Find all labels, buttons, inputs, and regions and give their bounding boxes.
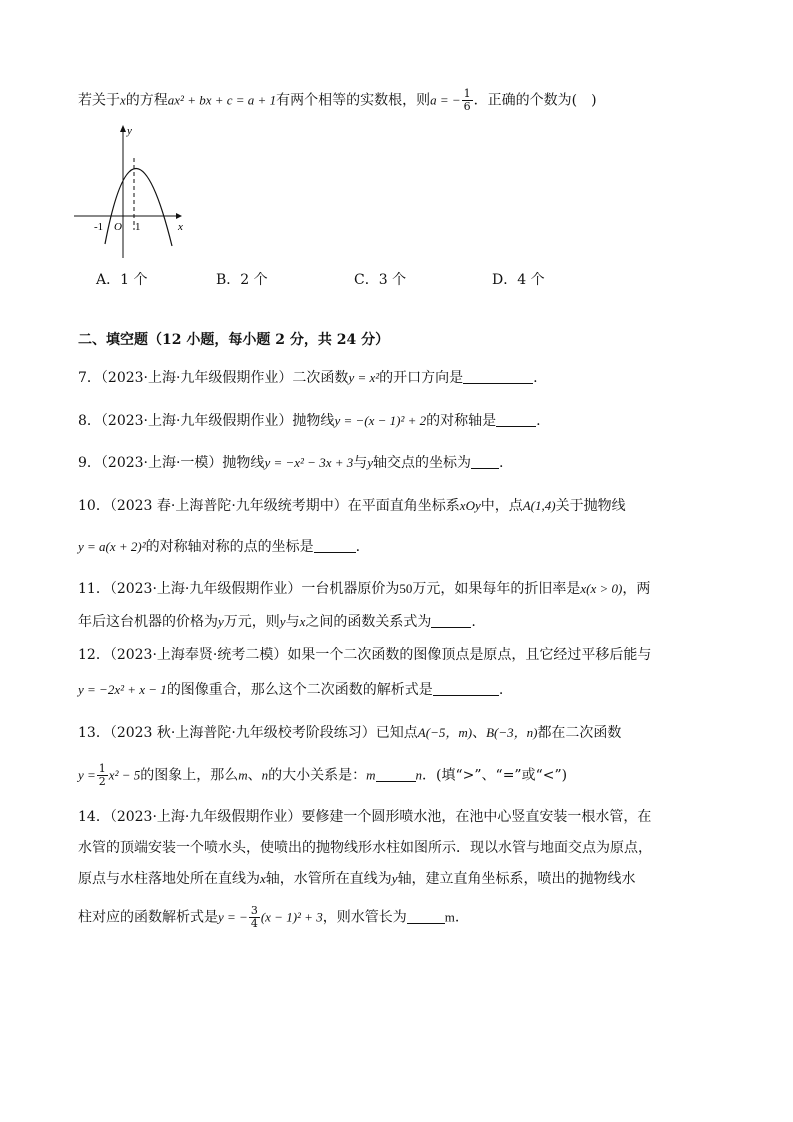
- q14-unit: m: [444, 909, 455, 925]
- q11-line-2: [78, 612, 476, 632]
- q8-tail: 的对称轴是: [426, 413, 497, 429]
- q10-xoy: xOy: [459, 498, 481, 513]
- option-a[interactable]: A．1 个: [96, 272, 148, 288]
- q14-var-y: y: [391, 871, 398, 886]
- q14-line1: 14．（2023·上海·九年级假期作业）要修建一个圆形喷水池，在池中心竖直安装一根水管，在: [78, 809, 652, 825]
- q14-eq-b: (x − 1)² + 3: [260, 909, 323, 925]
- q8-head: 8．（2023·上海·九年级假期作业）抛物线: [78, 413, 335, 429]
- one-label: 1: [135, 221, 141, 233]
- q9-answer-blank[interactable]: [471, 454, 499, 469]
- q11-mid: 万元，如果每年的折旧率是: [412, 581, 581, 597]
- q11-line2c: 与: [285, 614, 300, 630]
- q14-line2: 水管的顶端安装一个喷水头，使喷出的抛物线形水柱如图所示．现以水管与地面交点为原点，: [78, 840, 652, 856]
- q9-equation: y = −x² − 3x + 3: [264, 455, 354, 470]
- q9-var-y: y: [367, 455, 374, 470]
- q13-eq-b: x² − 5: [108, 767, 141, 783]
- q12-head: 12．（2023·上海奉贤·统考二模）如果一个二次函数的图像顶点是原点，且它经过平移后能与: [78, 647, 652, 663]
- q14-frac-den: 4: [250, 917, 258, 930]
- q14-line-4: [78, 905, 459, 930]
- q14-line3c: 轴，建立直角坐标系，喷出的抛物线水: [397, 871, 636, 887]
- q12-equation: y = −2x² + x − 1: [78, 682, 167, 697]
- section-title: 二、填空题（12 小题，每小题 2 分，共 24 分）: [78, 332, 390, 348]
- q6-tail: ．正确的个数为( ): [473, 92, 597, 109]
- q14-var-x: x: [260, 871, 266, 886]
- q12-tail: 的图像重合，那么这个二次函数的解析式是: [166, 682, 433, 698]
- q9-tail: 轴交点的坐标为: [373, 455, 472, 471]
- q10-point-a: A(1,4): [522, 498, 556, 513]
- q10-tail: 关于抛物线: [555, 498, 626, 514]
- q6-mid2: 有两个相等的实数根，则: [276, 92, 431, 109]
- q14-fraction: [249, 905, 260, 930]
- q7-tail: 的开口方向是: [379, 370, 464, 386]
- q7-head: 7．（2023·上海·九年级假期作业）二次函数: [78, 370, 349, 386]
- q13-line-1: [78, 723, 621, 743]
- q6-frac-den: 6: [463, 100, 471, 113]
- q13-var-n: n: [261, 767, 269, 783]
- q11-var-x: x: [299, 614, 306, 629]
- q13-line-2: [78, 763, 567, 788]
- x-axis-label: x: [178, 221, 183, 233]
- q6-var-x: x: [120, 92, 126, 108]
- q8-end: .: [536, 413, 541, 429]
- q13-end: ．(填“>”、“=”或“<”): [422, 767, 568, 784]
- q6-equation: ax² + bx + c = a + 1: [167, 92, 277, 108]
- q14-line-3: [78, 869, 636, 889]
- q9-end: .: [499, 455, 504, 471]
- q11-end: .: [471, 614, 476, 630]
- q13-tail: 都在二次函数: [537, 725, 622, 741]
- q14-line3b: 轴，水管所在直线为: [265, 871, 392, 887]
- q13-point-a: A(−5，m): [417, 725, 473, 740]
- q14-line-2: [78, 838, 652, 858]
- q12-line-2: [78, 680, 503, 700]
- q11-line2d: 之间的函数关系式为: [305, 614, 432, 630]
- q13-sep: 、: [472, 725, 487, 741]
- q10-line-2: [78, 537, 360, 557]
- q12-end: .: [498, 682, 504, 698]
- q13-fraction: [97, 763, 108, 788]
- option-d[interactable]: D．4 个: [492, 272, 545, 288]
- q11-line-1: [78, 579, 650, 599]
- x-axis-arrow: [176, 213, 182, 219]
- option-c[interactable]: C．3 个: [354, 272, 407, 288]
- q10-mid: 中，点: [480, 498, 523, 514]
- q6-mid1: 的方程: [125, 92, 168, 109]
- q9-line: [78, 453, 503, 473]
- q13-var-n2: n: [415, 767, 423, 783]
- q14-end: .: [454, 909, 460, 926]
- q10-answer-blank[interactable]: [314, 538, 356, 553]
- q14-eq-a: y = −: [218, 909, 248, 925]
- q9-head: 9．（2023·上海·一模）抛物线: [78, 455, 265, 471]
- q9-mid: 与: [353, 455, 368, 471]
- q13-var-m: m: [238, 767, 248, 783]
- q11-price: 50: [399, 581, 413, 596]
- q13-mid: 的图象上，那么: [140, 767, 239, 784]
- q10-tail2: 的对称轴对称的点的坐标是: [145, 539, 314, 555]
- q11-answer-blank[interactable]: [431, 613, 471, 628]
- q13-var-m2: m: [366, 767, 376, 783]
- q10-line-1: [78, 496, 626, 516]
- y-axis-arrow: [120, 125, 126, 132]
- q14-answer-blank[interactable]: [407, 909, 445, 924]
- q11-line2a: 年后这台机器的价格为: [78, 614, 218, 630]
- q8-answer-blank[interactable]: [496, 412, 536, 427]
- q8-line: [78, 411, 541, 431]
- q13-point-b: B(−3，n): [486, 725, 538, 740]
- q11-var-y2: y: [279, 614, 286, 629]
- q11-tail: ，两: [622, 581, 651, 597]
- q13-mid2: 的大小关系是：: [268, 767, 367, 784]
- q7-answer-blank[interactable]: [463, 369, 533, 384]
- q7-equation: y = x²: [348, 370, 380, 385]
- q13-head: 13．（2023 秋·上海普陀·九年级校考阶段练习）已知点: [78, 725, 418, 741]
- q13-frac-num: 1: [98, 762, 106, 775]
- q13-eq-a: y =: [78, 767, 96, 783]
- q6-intro: 若关于: [78, 92, 120, 109]
- q14-line-1: [78, 807, 651, 827]
- q11-line2b: 万元，则: [223, 614, 280, 630]
- q6-a-eq: a = −: [430, 92, 461, 108]
- q8-equation: y = −(x − 1)² + 2: [334, 413, 427, 428]
- q6-line: [78, 88, 597, 113]
- q6-frac-num: 1: [463, 87, 471, 100]
- neg-one-label: -1: [94, 221, 104, 233]
- y-axis-label: y: [127, 125, 132, 137]
- q10-end: .: [355, 539, 361, 555]
- q11-var-y: y: [218, 614, 224, 629]
- q7-end: .: [533, 370, 538, 386]
- q14-line4a: 柱对应的函数解析式是: [78, 909, 218, 926]
- q13-answer-blank[interactable]: [376, 767, 416, 782]
- q13-frac-den: 2: [98, 775, 106, 788]
- q12-answer-blank[interactable]: [433, 681, 499, 696]
- parabola-graph: [72, 122, 192, 262]
- q14-frac-num: 3: [250, 904, 258, 917]
- q10-head: 10．（2023 春·上海普陀·九年级统考期中）在平面直角坐标系: [78, 498, 460, 514]
- q11-rate: x(x > 0): [580, 581, 623, 596]
- q12-line-1: [78, 645, 651, 665]
- q13-sep2: 、: [247, 767, 262, 784]
- q14-line4b: ，则水管长为: [322, 909, 407, 926]
- q6-fraction: [462, 88, 473, 113]
- q11-head: 11．（2023·上海·九年级假期作业）一台机器原价为: [78, 581, 400, 597]
- parabola-curve: [105, 168, 172, 246]
- origin-label: O: [114, 221, 122, 233]
- q14-line3a: 原点与水柱落地处所在直线为: [78, 871, 260, 887]
- q10-equation: y = a(x + 2)²: [78, 539, 146, 554]
- q7-line: [78, 368, 538, 388]
- option-b[interactable]: B．2 个: [216, 272, 268, 288]
